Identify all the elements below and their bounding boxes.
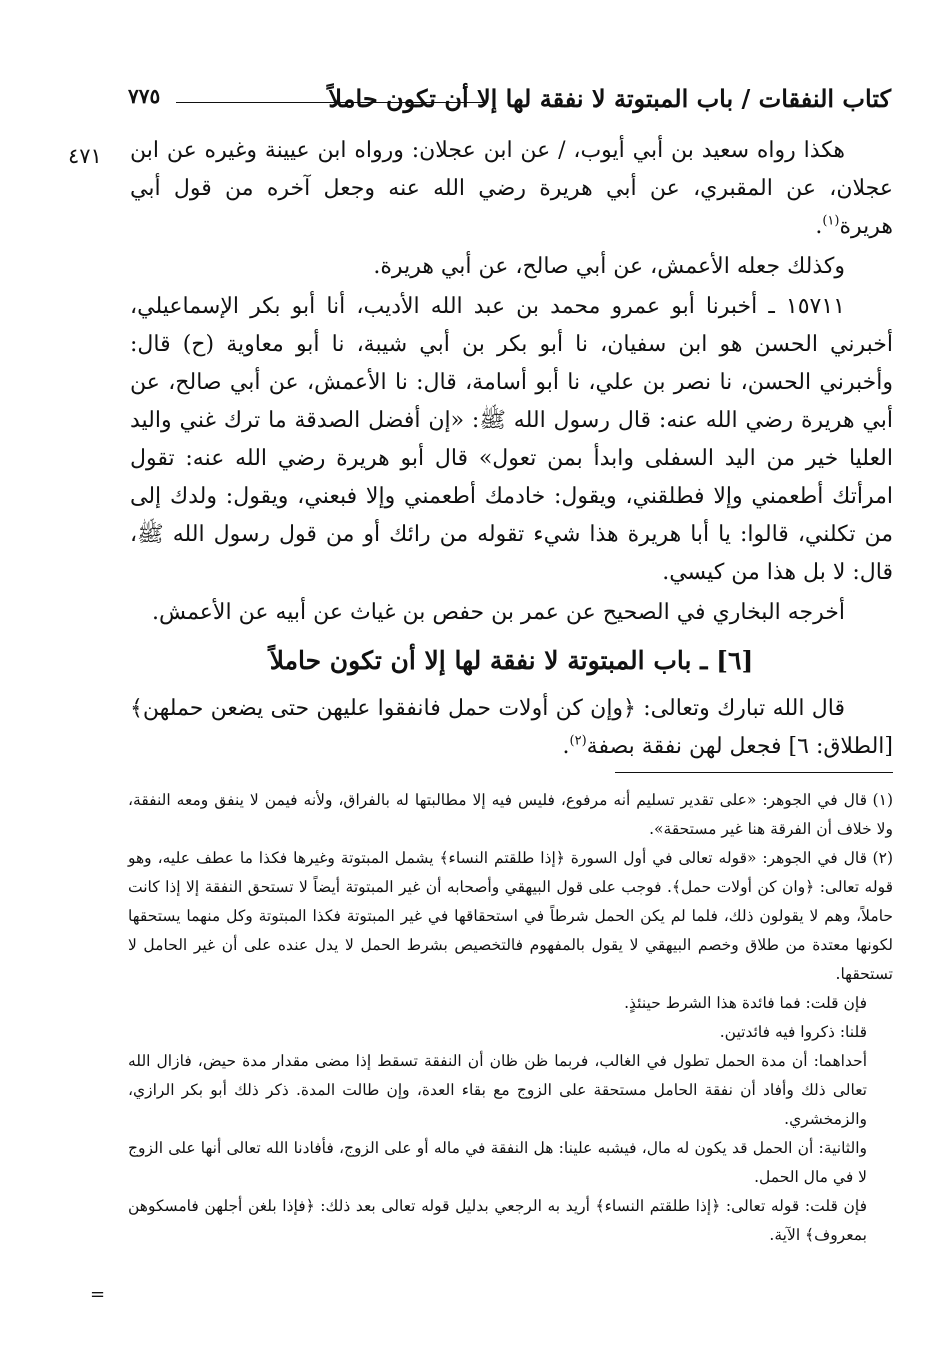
footnote-2-text: قال في الجوهر: «قوله تعالى في أول السورة ﴿إذا طلقتم النساء﴾ يشمل المبتوتة وغيرها فكذا ما عطف عليه، وهو قوله تعالى: ﴿وان كن أولات حمل﴾. فوجب على قول البيهقي وأصحابه أن غير المبتوتة أيضاً لا تستحق النفقة إلا إذا كانت حاملاً، وهم لا يقولون ذلك، فلما لم يكن الحمل شرطاً في استحقاقها في غير المبتوتة فكذا المبتوتة وكل منهما يستحقها لكونها معتدة من طلاق وخصم البيهقي لا يقول بالمفهوم فالتخصيص بشرط الحمل لا يدل عنده على أن غير الحامل لا تستحقها. (128, 849, 893, 983)
paragraph-1-text: هكذا رواه سعيد بن أبي أيوب، / عن ابن عجلان: ورواه ابن عيينة وغيره عن ابن عجلان، عن المقبري، عن أبي هريرة رضي الله عنه وجعل آخره من قول أبي هريرة (130, 138, 893, 239)
chapter-heading: [٦] ـ باب المبتوتة لا نفقة لها إلا أن تكون حاملاً (269, 646, 754, 675)
footnote-2-question-2: فإن قلت: قوله تعالى: ﴿إذا طلقتم النساء﴾ أريد به الرجعي بدليل قوله تعالى بعد ذلك: ﴿فإذا بلغن أجلهن فامسكوهن بمعروف﴾ الآية. (128, 1197, 867, 1244)
footnote-ref-1[interactable]: (١) (822, 213, 840, 229)
paragraph-1 (130, 132, 893, 246)
paragraph-2: وكذلك جعله الأعمش، عن أبي صالح، عن أبي هريرة. (373, 254, 845, 279)
footnote-separator (615, 772, 893, 773)
footnotes (128, 786, 893, 1250)
main-text (130, 132, 893, 768)
footnote-2-second-benefit: والثانية: أن الحمل قد يكون له مال، فيشبه علينا: هل النفقة في ماله أو على الزوج، فأفادنا الله تعالى أنها على الزوج لا في مال الحمل. (128, 1139, 867, 1186)
footnote-1 (128, 786, 893, 844)
paragraph-5-text: قال الله تبارك وتعالى: ﴿وإن كن أولات حمل فانفقوا عليهن حتى يضعن حملهن﴾ [الطلاق: ٦] فجعل لهن نفقة بصفة (130, 696, 893, 759)
footnote-2-question: فإن قلت: فما فائدة هذا الشرط حينئذٍ. (624, 994, 867, 1012)
running-header (128, 80, 891, 120)
footnote-1-text: قال في الجوهر: «على تقدير تسليم أنه مرفوع، فليس فيه إلا مطالبتها له بالفراق، ولأنه فيمن لا ينفق ومعه النفقة، ولا خلاف أن الفرقة هنا غير مستحقة». (128, 791, 893, 838)
paragraph-4: أخرجه البخاري في الصحيح عن عمر بن حفص بن غياث عن أبيه عن الأعمش. (152, 600, 845, 625)
footnote-1-number: (١) (872, 791, 893, 809)
page-number: ٧٧٥ (128, 84, 161, 108)
footnote-ref-2[interactable]: (٢) (569, 733, 587, 749)
footnote-2-first-benefit: أحداهما: أن مدة الحمل تطول في الغالب، فربما ظن ظان أن النفقة تسقط إذا مضى مقدار مدة حيض، فازال الله تعالى ذلك وأفاد أن نفقة الحامل مستحقة على الزوج مع بقاء العدة، وإن طالت المدة. ذكر ذلك أبو بكر الرازي، والزمخشري. (128, 1052, 867, 1128)
footnote-2-answer: قلنا: ذكروا فيه فائدتين. (719, 1023, 867, 1041)
hadith-15711: ١٥٧١١ ـ أخبرنا أبو عمرو محمد بن عبد الله الأديب، أنا أبو بكر الإسماعيلي، أخبرني الحسن هو ابن سفيان، نا أبو بكر بن أبي شيبة، نا أبو معاوية (ح) قال: وأخبرني الحسن، نا نصر بن علي، نا أبو أسامة، قال: نا الأعمش، عن أبي صالح، عن أبي هريرة رضي الله عنه: قال رسول الله ﷺ: «إن أفضل الصدقة ما ترك غني واليد العليا خير من اليد السفلى وابدأ بمن تعول» قال أبو هريرة رضي الله عنه: تقول امرأتك أطعمني وإلا فطلقني، ويقول: خادمك أطعمني وإلا فبعني، ويقول: ولدك إلى من تكلني، قالوا: يا أبا هريرة هذا شيء تقوله من رائك أو من قول رسول الله ﷺ، قال: لا بل هذا من كيسي. (130, 294, 893, 585)
header-rule (176, 102, 486, 103)
continuation-mark: = (90, 1284, 106, 1305)
header-title: كتاب النفقات / باب المبتوتة لا نفقة لها إلا أن تكون حاملاً (328, 84, 891, 113)
paragraph-1-end: . (815, 214, 823, 239)
margin-page-marker: ٤٧١ (68, 144, 102, 168)
paragraph-5-end: . (562, 734, 570, 759)
footnote-2-number: (٢) (872, 849, 893, 867)
paragraph-5 (130, 690, 893, 766)
footnote-2 (128, 844, 893, 989)
